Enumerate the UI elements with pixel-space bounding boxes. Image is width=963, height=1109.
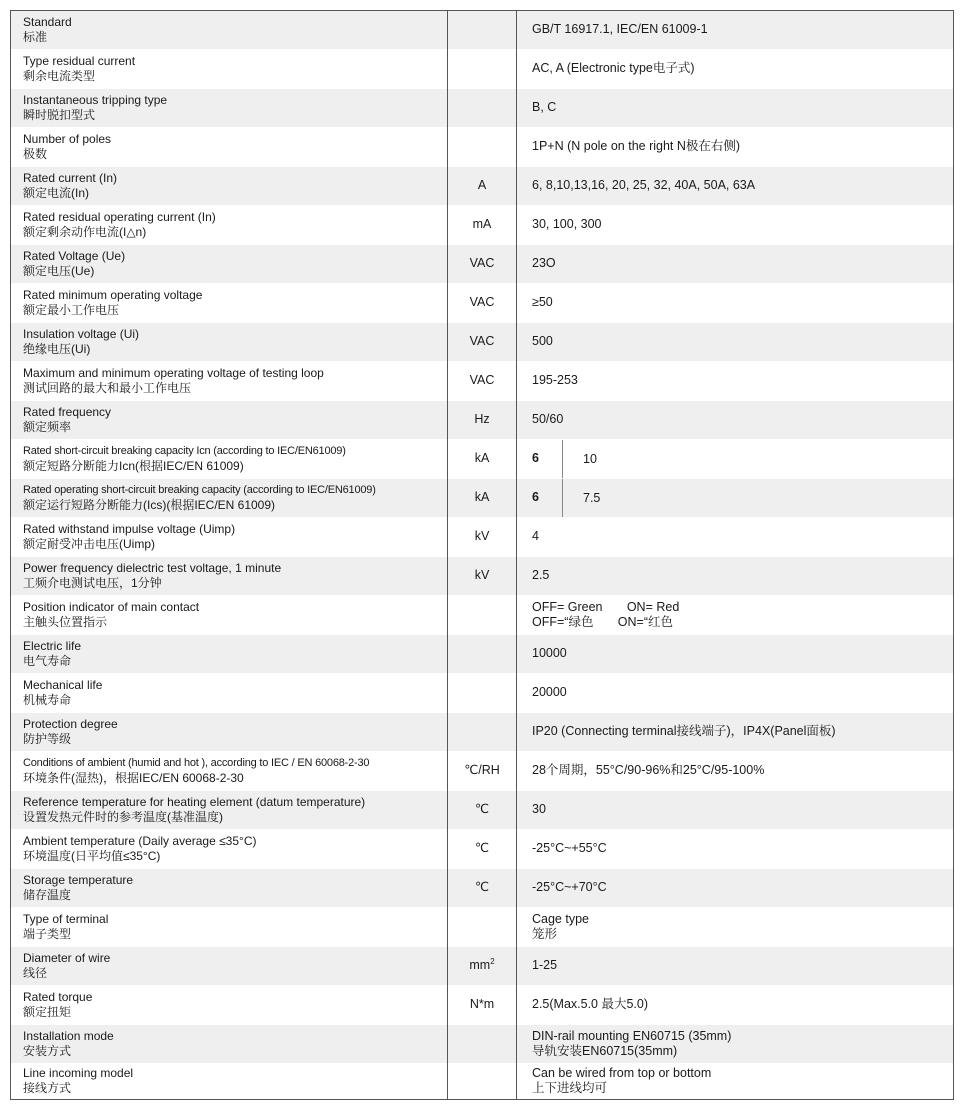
unit-cell: [448, 751, 517, 791]
unit-cell: [448, 167, 517, 205]
value-cell: [517, 985, 954, 1025]
parameter-cell: [11, 947, 448, 985]
value-text: IP20 (Connecting terminal接线端子)，IP4X(Panel面板): [532, 724, 836, 738]
value-text-secondary: OFF=“绿色 ON=“红色: [532, 614, 673, 629]
parameter-cell: [11, 401, 448, 439]
parameter-chinese: 电气寿命: [23, 653, 72, 668]
value-left: 6: [532, 451, 539, 465]
value-cell: [517, 635, 954, 673]
value-text: -25°C~+55°C: [532, 841, 607, 855]
parameter-chinese: 额定耐受冲击电压(Uimp): [23, 536, 155, 551]
unit-cell: [448, 907, 517, 947]
value-text: ≥50: [532, 295, 553, 309]
unit-cell: [448, 323, 517, 361]
parameter-cell: [11, 751, 448, 791]
value-cell: [517, 751, 954, 791]
value-text: 23O: [532, 256, 556, 270]
parameter-cell: [11, 829, 448, 869]
spec-row: [11, 11, 954, 49]
value-cell: [517, 595, 954, 635]
parameter-cell: [11, 323, 448, 361]
spec-row: [11, 167, 954, 205]
parameter-chinese: 接线方式: [23, 1080, 72, 1095]
unit-cell: [448, 11, 517, 49]
spec-row: [11, 985, 954, 1025]
value-text: DIN-rail mounting EN60715 (35mm): [532, 1028, 732, 1043]
parameter-english: Rated operating short-circuit breaking capacity (according to IEC/EN61009): [23, 483, 376, 496]
spec-row: [11, 557, 954, 595]
parameter-english: Rated short-circuit breaking capacity Icn (according to IEC/EN61009): [23, 444, 346, 457]
parameter-chinese: 设置发热元件时的参考温度(基准温度): [23, 809, 223, 824]
unit-text: mA: [472, 217, 492, 231]
value-right: 10: [562, 440, 597, 478]
parameter-cell: [11, 595, 448, 635]
parameter-english: Power frequency dielectric test voltage, 1 minute: [23, 560, 282, 575]
value-text: GB/T 16917.1, IEC/EN 61009-1: [532, 22, 708, 37]
parameter-cell: [11, 49, 448, 89]
value-cell: [517, 11, 954, 49]
parameter-english: Type residual current: [23, 53, 136, 68]
parameter-chinese: 额定最小工作电压: [23, 302, 120, 317]
value-text: 28个周期，55°C/90-96%和25°C/95-100%: [532, 763, 765, 777]
spec-row: [11, 479, 954, 517]
parameter-cell: [11, 985, 448, 1025]
parameter-english: Rated torque: [23, 989, 93, 1004]
split-value: [532, 479, 941, 517]
value-text-secondary: 上下进线均可: [532, 1080, 608, 1095]
unit-text: ℃: [474, 802, 490, 816]
value-text: 195-253: [532, 373, 578, 387]
spec-table: [10, 10, 954, 1100]
value-cell: [517, 245, 954, 283]
spec-row: [11, 947, 954, 985]
parameter-cell: [11, 635, 448, 673]
parameter-english: Instantaneous tripping type: [23, 92, 168, 107]
unit-text: VAC: [469, 373, 495, 387]
parameter-english: Electric life: [23, 638, 82, 653]
unit-text: VAC: [469, 334, 495, 348]
parameter-chinese: 储存温度: [23, 887, 72, 902]
unit-text: Hz: [474, 412, 490, 426]
value-cell: [517, 673, 954, 713]
split-value: [532, 440, 941, 478]
parameter-chinese: 极数: [23, 146, 48, 161]
value-cell: [517, 439, 954, 479]
parameter-english: Line incoming model: [23, 1065, 134, 1080]
parameter-cell: [11, 557, 448, 595]
parameter-english: Insulation voltage (Ui): [23, 326, 140, 341]
value-cell: [517, 907, 954, 947]
unit-cell: [448, 713, 517, 751]
unit-text: kA: [474, 490, 490, 504]
spec-row: [11, 635, 954, 673]
unit-text: kV: [474, 568, 490, 582]
parameter-chinese: 额定电压(Ue): [23, 263, 95, 278]
spec-row: [11, 323, 954, 361]
parameter-chinese: 额定运行短路分断能力(Ics)(根据IEC/EN 61009): [23, 497, 276, 512]
unit-cell: [448, 283, 517, 323]
value-text: B, C: [532, 100, 557, 114]
parameter-english: Conditions of ambient (humid and hot ), according to IEC / EN 60068-2-30: [23, 756, 370, 769]
value-cell: [517, 167, 954, 205]
value-cell: [517, 401, 954, 439]
parameter-cell: [11, 907, 448, 947]
parameter-cell: [11, 89, 448, 127]
parameter-cell: [11, 869, 448, 907]
spec-row: [11, 127, 954, 167]
spec-row: [11, 869, 954, 907]
value-text: Can be wired from top or bottom: [532, 1065, 712, 1080]
parameter-english: Rated frequency: [23, 404, 112, 419]
value-text: Cage type: [532, 911, 589, 926]
parameter-chinese: 线径: [23, 965, 48, 980]
spec-row: [11, 361, 954, 401]
unit-superscript: 2: [490, 956, 495, 966]
value-cell: [517, 1025, 954, 1063]
parameter-english: Maximum and minimum operating voltage of testing loop: [23, 365, 324, 380]
value-text: -25°C~+70°C: [532, 880, 607, 894]
value-text: 500: [532, 334, 553, 348]
parameter-english: Protection degree: [23, 716, 118, 731]
value-cell: [517, 205, 954, 245]
value-text-secondary: 导轨安装EN60715(35mm): [532, 1043, 678, 1058]
value-cell: [517, 713, 954, 751]
unit-cell: [448, 49, 517, 89]
spec-table-body: [11, 11, 954, 1100]
parameter-chinese: 安装方式: [23, 1043, 72, 1058]
spec-row: [11, 1063, 954, 1100]
unit-text: VAC: [469, 295, 495, 309]
parameter-chinese: 工频介电测试电压，1分钟: [23, 575, 162, 590]
parameter-english: Mechanical life: [23, 677, 103, 692]
value-cell: [517, 557, 954, 595]
unit-cell: [448, 791, 517, 829]
parameter-chinese: 环境条件(湿热)，根据IEC/EN 60068-2-30: [23, 770, 244, 785]
spec-row: [11, 205, 954, 245]
spec-row: [11, 1025, 954, 1063]
value-text: 4: [532, 529, 539, 543]
value-cell: [517, 1063, 954, 1100]
unit-cell: [448, 517, 517, 557]
value-text-secondary: 笼形: [532, 926, 558, 941]
unit-text: A: [477, 178, 487, 192]
parameter-cell: [11, 673, 448, 713]
spec-row: [11, 517, 954, 557]
value-text: 1P+N (N pole on the right N极在右侧): [532, 139, 741, 153]
parameter-cell: [11, 439, 448, 479]
parameter-cell: [11, 1025, 448, 1063]
value-text: 30, 100, 300: [532, 217, 602, 231]
parameter-cell: [11, 791, 448, 829]
value-text: 2.5: [532, 568, 550, 582]
unit-cell: [448, 673, 517, 713]
value-cell: [517, 127, 954, 167]
unit-text: ℃: [474, 880, 490, 894]
value-cell: [517, 323, 954, 361]
unit-text: N*m: [469, 997, 495, 1011]
unit-cell: [448, 361, 517, 401]
parameter-chinese: 额定扭矩: [23, 1004, 72, 1019]
parameter-chinese: 瞬时脱扣型式: [23, 107, 96, 122]
unit-cell: [448, 439, 517, 479]
parameter-chinese: 绝缘电压(Ui): [23, 341, 91, 356]
value-cell: [517, 283, 954, 323]
parameter-english: Rated current (In): [23, 170, 118, 185]
value-right: 7.5: [562, 479, 600, 517]
parameter-chinese: 标准: [23, 29, 48, 44]
unit-cell: [448, 479, 517, 517]
parameter-cell: [11, 127, 448, 167]
unit-cell: [448, 869, 517, 907]
spec-row: [11, 829, 954, 869]
unit-cell: [448, 205, 517, 245]
parameter-english: Standard: [23, 14, 72, 29]
parameter-english: Position indicator of main contact: [23, 599, 200, 614]
parameter-english: Diameter of wire: [23, 950, 111, 965]
unit-cell: [448, 401, 517, 439]
value-text: 1-25: [532, 958, 558, 972]
parameter-chinese: 端子类型: [23, 926, 72, 941]
parameter-english: Rated Voltage (Ue): [23, 248, 126, 263]
spec-row: [11, 439, 954, 479]
parameter-chinese: 额定电流(In): [23, 185, 90, 200]
parameter-chinese: 额定短路分断能力Icn(根据IEC/EN 61009): [23, 458, 244, 473]
unit-cell: [448, 557, 517, 595]
value-text: 10000: [532, 646, 567, 660]
parameter-chinese: 剩余电流类型: [23, 68, 96, 83]
parameter-chinese: 环境温度(日平均值≤35°C): [23, 848, 161, 863]
parameter-cell: [11, 11, 448, 49]
parameter-english: Ambient temperature (Daily average ≤35°C): [23, 833, 257, 848]
value-text: AC, A (Electronic type电子式): [532, 61, 695, 75]
unit-text: kV: [474, 529, 490, 543]
spec-row: [11, 751, 954, 791]
unit-cell: [448, 635, 517, 673]
unit-cell: [448, 829, 517, 869]
unit-cell: [448, 245, 517, 283]
parameter-cell: [11, 245, 448, 283]
value-cell: [517, 791, 954, 829]
parameter-chinese: 测试回路的最大和最小工作电压: [23, 380, 192, 395]
parameter-english: Installation mode: [23, 1028, 114, 1043]
spec-row: [11, 401, 954, 439]
parameter-cell: [11, 479, 448, 517]
unit-cell: [448, 985, 517, 1025]
value-text: 2.5(Max.5.0 最大5.0): [532, 997, 649, 1011]
parameter-cell: [11, 205, 448, 245]
parameter-english: Reference temperature for heating element (datum temperature): [23, 794, 366, 809]
unit-cell: [448, 1063, 517, 1100]
spec-row: [11, 907, 954, 947]
parameter-english: Rated withstand impulse voltage (Uimp): [23, 521, 236, 536]
value-cell: [517, 49, 954, 89]
parameter-english: Storage temperature: [23, 872, 134, 887]
value-cell: [517, 829, 954, 869]
parameter-chinese: 额定剩余动作电流(I△n): [23, 224, 147, 239]
spec-row: [11, 89, 954, 127]
value-text: 30: [532, 802, 546, 816]
parameter-english: Rated minimum operating voltage: [23, 287, 203, 302]
value-cell: [517, 361, 954, 401]
parameter-english: Number of poles: [23, 131, 112, 146]
parameter-cell: [11, 283, 448, 323]
value-cell: [517, 869, 954, 907]
unit-text: ℃: [474, 841, 490, 855]
parameter-cell: [11, 713, 448, 751]
spec-row: [11, 713, 954, 751]
parameter-english: Rated residual operating current (In): [23, 209, 216, 224]
parameter-chinese: 主触头位置指示: [23, 614, 108, 629]
value-left: 6: [532, 490, 539, 504]
unit-text: VAC: [469, 256, 495, 270]
unit-text: mm: [469, 958, 491, 972]
unit-cell: [448, 947, 517, 985]
spec-row: [11, 245, 954, 283]
spec-row: [11, 595, 954, 635]
parameter-chinese: 防护等级: [23, 731, 72, 746]
value-text: 50/60: [532, 412, 564, 426]
value-text: 20000: [532, 685, 567, 699]
value-cell: [517, 947, 954, 985]
parameter-cell: [11, 361, 448, 401]
parameter-english: Type of terminal: [23, 911, 109, 926]
spec-row: [11, 283, 954, 323]
unit-cell: [448, 89, 517, 127]
parameter-cell: [11, 1063, 448, 1100]
value-text: OFF= Green ON= Red: [532, 599, 680, 614]
spec-row: [11, 791, 954, 829]
unit-cell: [448, 127, 517, 167]
parameter-chinese: 额定频率: [23, 419, 72, 434]
unit-cell: [448, 595, 517, 635]
unit-text: ℃/RH: [464, 763, 500, 777]
parameter-chinese: 机械寿命: [23, 692, 72, 707]
spec-row: [11, 673, 954, 713]
value-cell: [517, 479, 954, 517]
value-text: 6, 8,10,13,16, 20, 25, 32, 40A, 50A, 63A: [532, 178, 756, 192]
value-cell: [517, 517, 954, 557]
parameter-cell: [11, 167, 448, 205]
unit-text: kA: [474, 451, 490, 465]
value-cell: [517, 89, 954, 127]
unit-cell: [448, 1025, 517, 1063]
parameter-cell: [11, 517, 448, 557]
spec-row: [11, 49, 954, 89]
